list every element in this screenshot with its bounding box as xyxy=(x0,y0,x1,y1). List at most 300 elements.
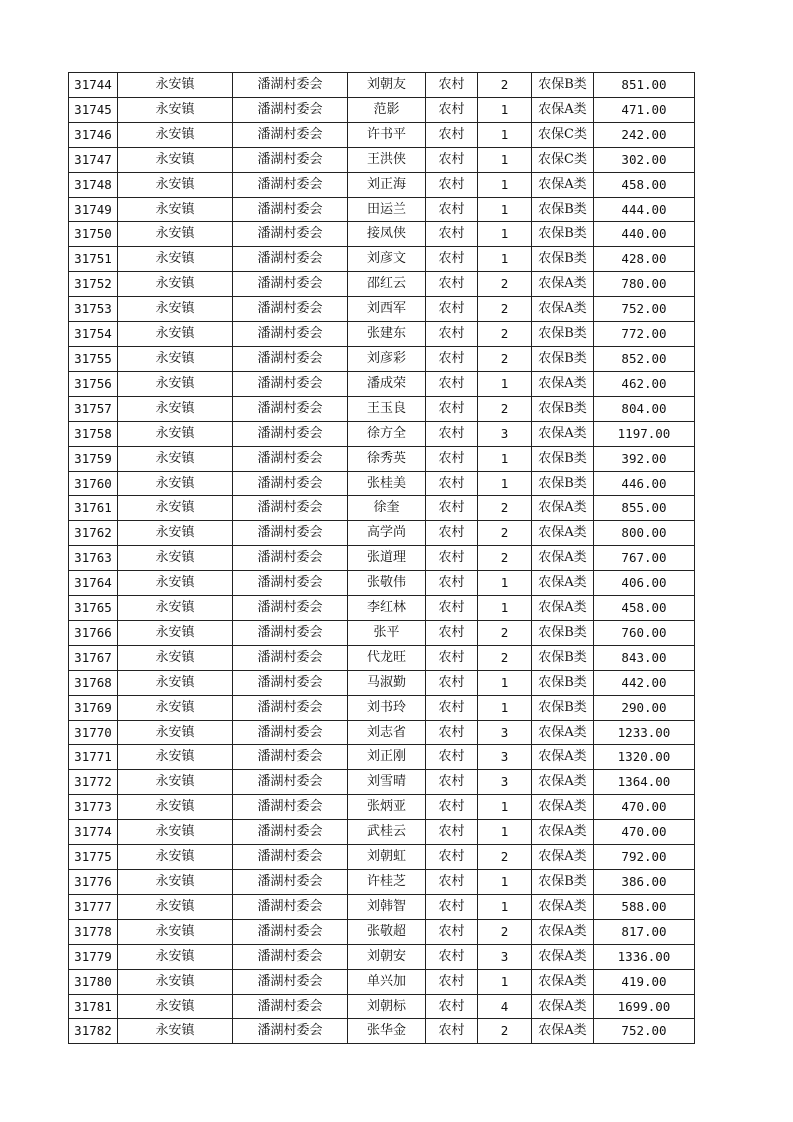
village-committee-cell: 潘湖村委会 xyxy=(233,571,348,596)
record-id-cell: 31759 xyxy=(69,446,118,471)
town-cell: 永安镇 xyxy=(118,795,233,820)
insurance-category-cell: 农保B类 xyxy=(532,870,594,895)
insurance-category-cell: 农保A类 xyxy=(532,770,594,795)
table-row xyxy=(69,720,695,745)
household-type-cell: 农村 xyxy=(426,596,478,621)
village-committee-cell: 潘湖村委会 xyxy=(233,346,348,371)
family-size-cell: 1 xyxy=(478,446,532,471)
person-name-cell: 刘志省 xyxy=(348,720,426,745)
amount-cell: 843.00 xyxy=(594,645,695,670)
insurance-category-cell: 农保A类 xyxy=(532,496,594,521)
table-row xyxy=(69,770,695,795)
record-id-cell: 31769 xyxy=(69,695,118,720)
person-name-cell: 张华金 xyxy=(348,1019,426,1044)
insurance-category-cell: 农保A类 xyxy=(532,795,594,820)
amount-cell: 428.00 xyxy=(594,247,695,272)
amount-cell: 442.00 xyxy=(594,670,695,695)
village-committee-cell: 潘湖村委会 xyxy=(233,845,348,870)
town-cell: 永安镇 xyxy=(118,197,233,222)
family-size-cell: 1 xyxy=(478,122,532,147)
amount-cell: 851.00 xyxy=(594,73,695,98)
person-name-cell: 张敬超 xyxy=(348,919,426,944)
village-committee-cell: 潘湖村委会 xyxy=(233,197,348,222)
insurance-category-cell: 农保A类 xyxy=(532,97,594,122)
family-size-cell: 1 xyxy=(478,247,532,272)
family-size-cell: 3 xyxy=(478,745,532,770)
person-name-cell: 刘韩智 xyxy=(348,894,426,919)
insurance-category-cell: 农保B类 xyxy=(532,222,594,247)
person-name-cell: 单兴加 xyxy=(348,969,426,994)
table-row xyxy=(69,322,695,347)
family-size-cell: 2 xyxy=(478,845,532,870)
insurance-category-cell: 农保B类 xyxy=(532,197,594,222)
amount-cell: 588.00 xyxy=(594,894,695,919)
village-committee-cell: 潘湖村委会 xyxy=(233,396,348,421)
family-size-cell: 1 xyxy=(478,471,532,496)
record-id-cell: 31780 xyxy=(69,969,118,994)
amount-cell: 760.00 xyxy=(594,620,695,645)
record-id-cell: 31750 xyxy=(69,222,118,247)
household-type-cell: 农村 xyxy=(426,297,478,322)
insurance-category-cell: 农保B类 xyxy=(532,645,594,670)
person-name-cell: 许书平 xyxy=(348,122,426,147)
town-cell: 永安镇 xyxy=(118,620,233,645)
amount-cell: 386.00 xyxy=(594,870,695,895)
table-row xyxy=(69,247,695,272)
town-cell: 永安镇 xyxy=(118,845,233,870)
family-size-cell: 2 xyxy=(478,645,532,670)
family-size-cell: 1 xyxy=(478,571,532,596)
amount-cell: 772.00 xyxy=(594,322,695,347)
person-name-cell: 刘西军 xyxy=(348,297,426,322)
family-size-cell: 2 xyxy=(478,346,532,371)
household-type-cell: 农村 xyxy=(426,620,478,645)
person-name-cell: 徐方全 xyxy=(348,421,426,446)
table-row xyxy=(69,795,695,820)
table-row xyxy=(69,172,695,197)
family-size-cell: 1 xyxy=(478,197,532,222)
family-size-cell: 1 xyxy=(478,670,532,695)
record-id-cell: 31746 xyxy=(69,122,118,147)
insurance-category-cell: 农保A类 xyxy=(532,546,594,571)
village-committee-cell: 潘湖村委会 xyxy=(233,421,348,446)
amount-cell: 242.00 xyxy=(594,122,695,147)
household-type-cell: 农村 xyxy=(426,322,478,347)
town-cell: 永安镇 xyxy=(118,994,233,1019)
village-committee-cell: 潘湖村委会 xyxy=(233,770,348,795)
amount-cell: 767.00 xyxy=(594,546,695,571)
person-name-cell: 潘成荣 xyxy=(348,371,426,396)
insurance-category-cell: 农保A类 xyxy=(532,1019,594,1044)
record-id-cell: 31770 xyxy=(69,720,118,745)
table-row xyxy=(69,894,695,919)
town-cell: 永安镇 xyxy=(118,471,233,496)
household-type-cell: 农村 xyxy=(426,197,478,222)
table-row xyxy=(69,994,695,1019)
household-type-cell: 农村 xyxy=(426,720,478,745)
record-id-cell: 31748 xyxy=(69,172,118,197)
family-size-cell: 2 xyxy=(478,546,532,571)
record-id-cell: 31757 xyxy=(69,396,118,421)
record-id-cell: 31782 xyxy=(69,1019,118,1044)
village-committee-cell: 潘湖村委会 xyxy=(233,894,348,919)
record-id-cell: 31754 xyxy=(69,322,118,347)
person-name-cell: 张炳亚 xyxy=(348,795,426,820)
person-name-cell: 代龙旺 xyxy=(348,645,426,670)
town-cell: 永安镇 xyxy=(118,446,233,471)
household-type-cell: 农村 xyxy=(426,172,478,197)
table-row xyxy=(69,421,695,446)
person-name-cell: 武桂云 xyxy=(348,820,426,845)
person-name-cell: 邵红云 xyxy=(348,272,426,297)
household-type-cell: 农村 xyxy=(426,122,478,147)
family-size-cell: 2 xyxy=(478,73,532,98)
town-cell: 永安镇 xyxy=(118,122,233,147)
town-cell: 永安镇 xyxy=(118,371,233,396)
town-cell: 永安镇 xyxy=(118,969,233,994)
town-cell: 永安镇 xyxy=(118,546,233,571)
village-committee-cell: 潘湖村委会 xyxy=(233,272,348,297)
record-id-cell: 31761 xyxy=(69,496,118,521)
person-name-cell: 刘朝安 xyxy=(348,944,426,969)
person-name-cell: 徐奎 xyxy=(348,496,426,521)
amount-cell: 470.00 xyxy=(594,795,695,820)
household-type-cell: 农村 xyxy=(426,695,478,720)
town-cell: 永安镇 xyxy=(118,820,233,845)
table-row xyxy=(69,820,695,845)
town-cell: 永安镇 xyxy=(118,346,233,371)
household-type-cell: 农村 xyxy=(426,496,478,521)
village-committee-cell: 潘湖村委会 xyxy=(233,870,348,895)
village-committee-cell: 潘湖村委会 xyxy=(233,994,348,1019)
amount-cell: 470.00 xyxy=(594,820,695,845)
family-size-cell: 1 xyxy=(478,371,532,396)
household-type-cell: 农村 xyxy=(426,97,478,122)
town-cell: 永安镇 xyxy=(118,97,233,122)
village-committee-cell: 潘湖村委会 xyxy=(233,297,348,322)
household-type-cell: 农村 xyxy=(426,73,478,98)
table-row xyxy=(69,73,695,98)
family-size-cell: 2 xyxy=(478,272,532,297)
town-cell: 永安镇 xyxy=(118,670,233,695)
family-size-cell: 3 xyxy=(478,770,532,795)
town-cell: 永安镇 xyxy=(118,247,233,272)
village-committee-cell: 潘湖村委会 xyxy=(233,820,348,845)
family-size-cell: 3 xyxy=(478,720,532,745)
table-row xyxy=(69,870,695,895)
person-name-cell: 田运兰 xyxy=(348,197,426,222)
table-row xyxy=(69,496,695,521)
town-cell: 永安镇 xyxy=(118,421,233,446)
table-row xyxy=(69,446,695,471)
household-type-cell: 农村 xyxy=(426,820,478,845)
table-row xyxy=(69,471,695,496)
beneficiary-table xyxy=(68,72,695,1044)
village-committee-cell: 潘湖村委会 xyxy=(233,620,348,645)
village-committee-cell: 潘湖村委会 xyxy=(233,645,348,670)
town-cell: 永安镇 xyxy=(118,172,233,197)
amount-cell: 392.00 xyxy=(594,446,695,471)
household-type-cell: 农村 xyxy=(426,845,478,870)
table-row xyxy=(69,571,695,596)
person-name-cell: 刘朝标 xyxy=(348,994,426,1019)
record-id-cell: 31765 xyxy=(69,596,118,621)
table-row xyxy=(69,197,695,222)
record-id-cell: 31774 xyxy=(69,820,118,845)
town-cell: 永安镇 xyxy=(118,297,233,322)
town-cell: 永安镇 xyxy=(118,496,233,521)
insurance-category-cell: 农保B类 xyxy=(532,322,594,347)
table-row xyxy=(69,620,695,645)
person-name-cell: 徐秀英 xyxy=(348,446,426,471)
table-row xyxy=(69,1019,695,1044)
village-committee-cell: 潘湖村委会 xyxy=(233,322,348,347)
record-id-cell: 31768 xyxy=(69,670,118,695)
town-cell: 永安镇 xyxy=(118,73,233,98)
family-size-cell: 3 xyxy=(478,421,532,446)
family-size-cell: 3 xyxy=(478,944,532,969)
village-committee-cell: 潘湖村委会 xyxy=(233,1019,348,1044)
record-id-cell: 31776 xyxy=(69,870,118,895)
person-name-cell: 刘朝友 xyxy=(348,73,426,98)
record-id-cell: 31766 xyxy=(69,620,118,645)
table-row xyxy=(69,695,695,720)
record-id-cell: 31775 xyxy=(69,845,118,870)
table-row xyxy=(69,969,695,994)
insurance-category-cell: 农保B类 xyxy=(532,670,594,695)
household-type-cell: 农村 xyxy=(426,147,478,172)
record-id-cell: 31764 xyxy=(69,571,118,596)
table-row xyxy=(69,645,695,670)
person-name-cell: 张桂美 xyxy=(348,471,426,496)
insurance-category-cell: 农保A类 xyxy=(532,745,594,770)
family-size-cell: 1 xyxy=(478,969,532,994)
table-row xyxy=(69,670,695,695)
family-size-cell: 1 xyxy=(478,795,532,820)
town-cell: 永安镇 xyxy=(118,944,233,969)
village-committee-cell: 潘湖村委会 xyxy=(233,720,348,745)
family-size-cell: 4 xyxy=(478,994,532,1019)
village-committee-cell: 潘湖村委会 xyxy=(233,795,348,820)
village-committee-cell: 潘湖村委会 xyxy=(233,745,348,770)
amount-cell: 458.00 xyxy=(594,596,695,621)
insurance-category-cell: 农保B类 xyxy=(532,471,594,496)
amount-cell: 852.00 xyxy=(594,346,695,371)
town-cell: 永安镇 xyxy=(118,645,233,670)
household-type-cell: 农村 xyxy=(426,371,478,396)
family-size-cell: 2 xyxy=(478,322,532,347)
family-size-cell: 1 xyxy=(478,596,532,621)
household-type-cell: 农村 xyxy=(426,521,478,546)
town-cell: 永安镇 xyxy=(118,919,233,944)
insurance-category-cell: 农保A类 xyxy=(532,845,594,870)
amount-cell: 406.00 xyxy=(594,571,695,596)
person-name-cell: 接凤侠 xyxy=(348,222,426,247)
town-cell: 永安镇 xyxy=(118,396,233,421)
insurance-category-cell: 农保B类 xyxy=(532,247,594,272)
table-row xyxy=(69,122,695,147)
table-row xyxy=(69,272,695,297)
town-cell: 永安镇 xyxy=(118,770,233,795)
family-size-cell: 1 xyxy=(478,222,532,247)
household-type-cell: 农村 xyxy=(426,546,478,571)
person-name-cell: 王洪侠 xyxy=(348,147,426,172)
village-committee-cell: 潘湖村委会 xyxy=(233,371,348,396)
household-type-cell: 农村 xyxy=(426,571,478,596)
family-size-cell: 2 xyxy=(478,396,532,421)
amount-cell: 1320.00 xyxy=(594,745,695,770)
household-type-cell: 农村 xyxy=(426,222,478,247)
table-row xyxy=(69,371,695,396)
table-row xyxy=(69,845,695,870)
insurance-category-cell: 农保B类 xyxy=(532,695,594,720)
person-name-cell: 张建东 xyxy=(348,322,426,347)
table-row xyxy=(69,745,695,770)
household-type-cell: 农村 xyxy=(426,670,478,695)
town-cell: 永安镇 xyxy=(118,720,233,745)
amount-cell: 752.00 xyxy=(594,1019,695,1044)
insurance-category-cell: 农保C类 xyxy=(532,122,594,147)
record-id-cell: 31756 xyxy=(69,371,118,396)
household-type-cell: 农村 xyxy=(426,1019,478,1044)
town-cell: 永安镇 xyxy=(118,521,233,546)
household-type-cell: 农村 xyxy=(426,745,478,770)
record-id-cell: 31755 xyxy=(69,346,118,371)
record-id-cell: 31758 xyxy=(69,421,118,446)
amount-cell: 1233.00 xyxy=(594,720,695,745)
person-name-cell: 刘雪晴 xyxy=(348,770,426,795)
village-committee-cell: 潘湖村委会 xyxy=(233,596,348,621)
insurance-category-cell: 农保B类 xyxy=(532,73,594,98)
table-row xyxy=(69,97,695,122)
family-size-cell: 1 xyxy=(478,172,532,197)
record-id-cell: 31745 xyxy=(69,97,118,122)
insurance-category-cell: 农保B类 xyxy=(532,620,594,645)
table-row xyxy=(69,396,695,421)
household-type-cell: 农村 xyxy=(426,795,478,820)
family-size-cell: 1 xyxy=(478,695,532,720)
amount-cell: 804.00 xyxy=(594,396,695,421)
insurance-category-cell: 农保A类 xyxy=(532,720,594,745)
family-size-cell: 2 xyxy=(478,496,532,521)
family-size-cell: 2 xyxy=(478,620,532,645)
family-size-cell: 2 xyxy=(478,919,532,944)
person-name-cell: 刘朝虹 xyxy=(348,845,426,870)
village-committee-cell: 潘湖村委会 xyxy=(233,969,348,994)
town-cell: 永安镇 xyxy=(118,745,233,770)
amount-cell: 1197.00 xyxy=(594,421,695,446)
insurance-category-cell: 农保A类 xyxy=(532,297,594,322)
family-size-cell: 2 xyxy=(478,297,532,322)
record-id-cell: 31767 xyxy=(69,645,118,670)
household-type-cell: 农村 xyxy=(426,645,478,670)
village-committee-cell: 潘湖村委会 xyxy=(233,496,348,521)
household-type-cell: 农村 xyxy=(426,471,478,496)
amount-cell: 458.00 xyxy=(594,172,695,197)
household-type-cell: 农村 xyxy=(426,969,478,994)
table-row xyxy=(69,147,695,172)
village-committee-cell: 潘湖村委会 xyxy=(233,546,348,571)
village-committee-cell: 潘湖村委会 xyxy=(233,944,348,969)
town-cell: 永安镇 xyxy=(118,322,233,347)
amount-cell: 440.00 xyxy=(594,222,695,247)
insurance-category-cell: 农保A类 xyxy=(532,421,594,446)
insurance-category-cell: 农保B类 xyxy=(532,346,594,371)
amount-cell: 462.00 xyxy=(594,371,695,396)
insurance-category-cell: 农保A类 xyxy=(532,919,594,944)
household-type-cell: 农村 xyxy=(426,919,478,944)
record-id-cell: 31762 xyxy=(69,521,118,546)
person-name-cell: 许桂芝 xyxy=(348,870,426,895)
village-committee-cell: 潘湖村委会 xyxy=(233,73,348,98)
town-cell: 永安镇 xyxy=(118,222,233,247)
insurance-category-cell: 农保A类 xyxy=(532,272,594,297)
town-cell: 永安镇 xyxy=(118,571,233,596)
insurance-category-cell: 农保A类 xyxy=(532,894,594,919)
person-name-cell: 刘正刚 xyxy=(348,745,426,770)
village-committee-cell: 潘湖村委会 xyxy=(233,471,348,496)
person-name-cell: 刘彦文 xyxy=(348,247,426,272)
record-id-cell: 31753 xyxy=(69,297,118,322)
record-id-cell: 31771 xyxy=(69,745,118,770)
table-row xyxy=(69,521,695,546)
household-type-cell: 农村 xyxy=(426,446,478,471)
village-committee-cell: 潘湖村委会 xyxy=(233,147,348,172)
record-id-cell: 31773 xyxy=(69,795,118,820)
person-name-cell: 刘彦彩 xyxy=(348,346,426,371)
village-committee-cell: 潘湖村委会 xyxy=(233,521,348,546)
table-row xyxy=(69,222,695,247)
village-committee-cell: 潘湖村委会 xyxy=(233,695,348,720)
table-row xyxy=(69,596,695,621)
town-cell: 永安镇 xyxy=(118,894,233,919)
record-id-cell: 31749 xyxy=(69,197,118,222)
household-type-cell: 农村 xyxy=(426,770,478,795)
family-size-cell: 1 xyxy=(478,820,532,845)
table-body xyxy=(69,73,695,1044)
household-type-cell: 农村 xyxy=(426,247,478,272)
amount-cell: 302.00 xyxy=(594,147,695,172)
person-name-cell: 李红林 xyxy=(348,596,426,621)
amount-cell: 444.00 xyxy=(594,197,695,222)
town-cell: 永安镇 xyxy=(118,870,233,895)
record-id-cell: 31752 xyxy=(69,272,118,297)
person-name-cell: 范影 xyxy=(348,97,426,122)
record-id-cell: 31747 xyxy=(69,147,118,172)
insurance-category-cell: 农保A类 xyxy=(532,571,594,596)
person-name-cell: 张道理 xyxy=(348,546,426,571)
person-name-cell: 张敬伟 xyxy=(348,571,426,596)
table-row xyxy=(69,546,695,571)
village-committee-cell: 潘湖村委会 xyxy=(233,247,348,272)
person-name-cell: 马淑勤 xyxy=(348,670,426,695)
insurance-category-cell: 农保C类 xyxy=(532,147,594,172)
amount-cell: 1336.00 xyxy=(594,944,695,969)
record-id-cell: 31781 xyxy=(69,994,118,1019)
town-cell: 永安镇 xyxy=(118,596,233,621)
insurance-category-cell: 农保A类 xyxy=(532,820,594,845)
amount-cell: 780.00 xyxy=(594,272,695,297)
family-size-cell: 2 xyxy=(478,521,532,546)
family-size-cell: 1 xyxy=(478,147,532,172)
family-size-cell: 2 xyxy=(478,1019,532,1044)
amount-cell: 419.00 xyxy=(594,969,695,994)
family-size-cell: 1 xyxy=(478,97,532,122)
insurance-category-cell: 农保A类 xyxy=(532,969,594,994)
household-type-cell: 农村 xyxy=(426,396,478,421)
insurance-category-cell: 农保A类 xyxy=(532,994,594,1019)
record-id-cell: 31777 xyxy=(69,894,118,919)
